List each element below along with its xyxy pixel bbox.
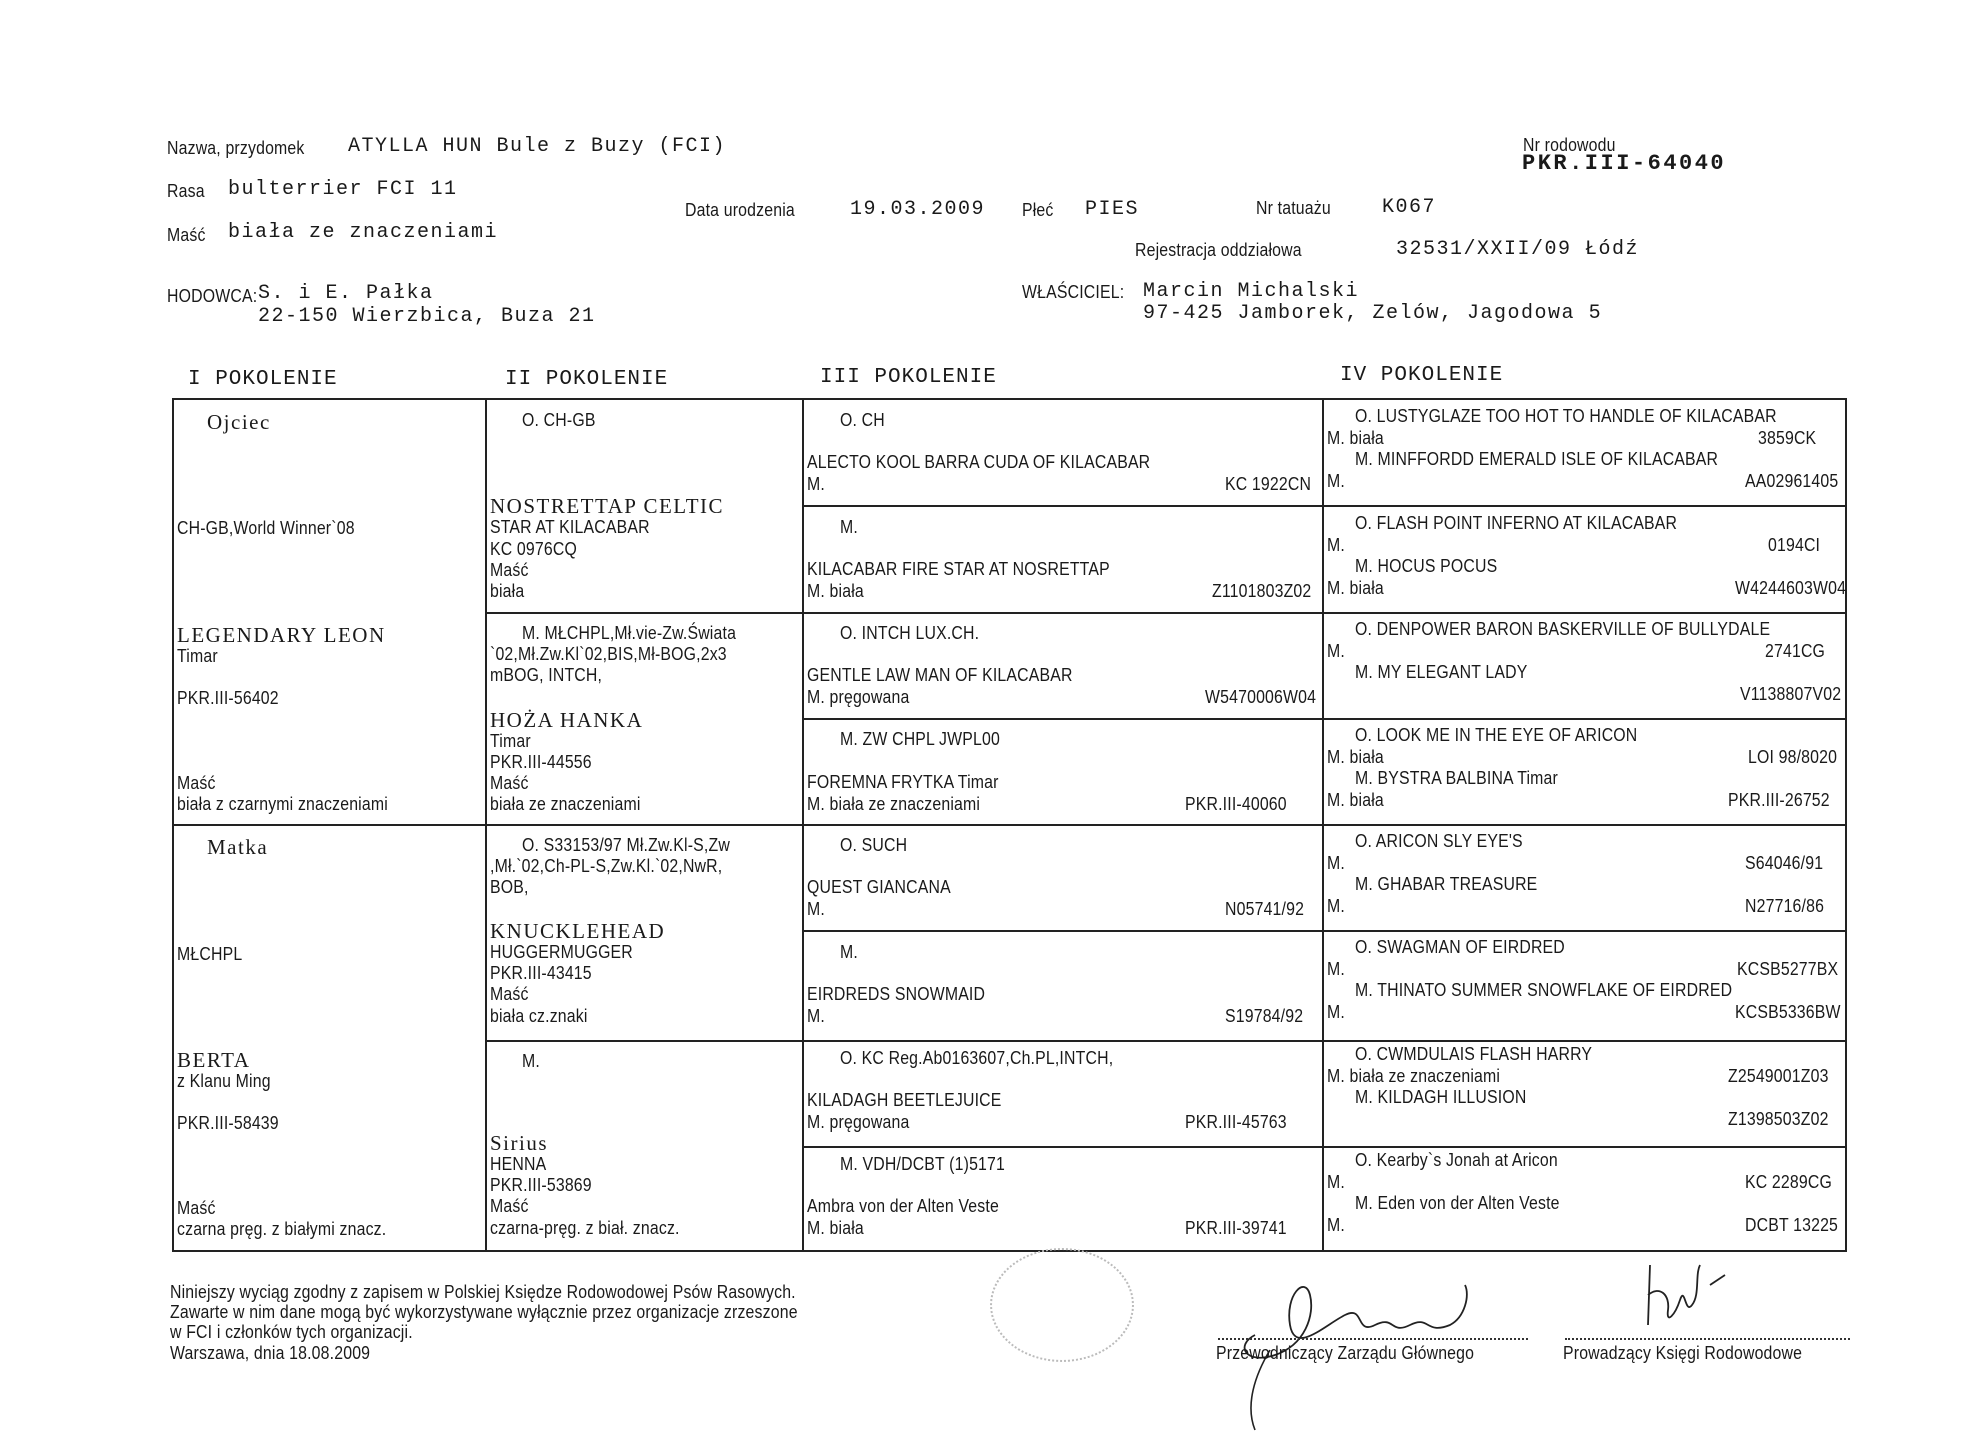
gen2-title: mBOG, INTCH, [490, 665, 603, 685]
gen4-dam-reg: KCSB5336BW [1735, 1002, 1841, 1022]
gen4-dam: M. Eden von der Alten Veste [1355, 1193, 1560, 1213]
gen4-sire-color: M. [1327, 959, 1345, 979]
gen3-sex-color: M. biała [807, 1218, 864, 1238]
gen4-dam: M. GHABAR TREASURE [1355, 874, 1538, 894]
gen4-dam-color: M. biała [1327, 790, 1384, 810]
gen4-dam-reg: PKR.III-26752 [1728, 790, 1830, 810]
sire-title: CH-GB,World Winner`08 [177, 518, 355, 538]
gen3-title: M. [840, 942, 858, 962]
gen3-name: ALECTO KOOL BARRA CUDA OF KILACABAR [807, 452, 1151, 472]
gen4-sire-reg: Z2549001Z03 [1728, 1066, 1829, 1086]
gen2-title: ,Mł.`02,Ch-PL-S,Zw.Kl.`02,NwR, [490, 856, 723, 876]
dog-name: ATYLLA HUN Bule z Buzy (FCI) [348, 135, 727, 158]
gen4-sire-reg: 0194CI [1768, 535, 1821, 555]
row-divider [485, 612, 803, 614]
row-divider [485, 1040, 803, 1042]
gen4-sire-reg: KC 2289CG [1745, 1172, 1832, 1192]
gen3-title: O. INTCH LUX.CH. [840, 623, 980, 643]
gen3-reg: S19784/92 [1225, 1006, 1304, 1026]
row-divider [802, 612, 1847, 614]
gen3-reg: PKR.III-45763 [1185, 1112, 1287, 1132]
reg-value: 32531/XXII/09 Łódź [1396, 238, 1640, 261]
gen3-sex-color: M. [807, 1006, 825, 1026]
gen2-title: O. S33153/97 Mł.Zw.Kl-S,Zw [522, 835, 730, 855]
signature-line [1218, 1338, 1528, 1340]
gen4-dam-reg: AA02961405 [1745, 471, 1839, 491]
breed-label: Rasa [167, 181, 205, 201]
gen4-dam: M. MY ELEGANT LADY [1355, 662, 1528, 682]
owner-address: 97-425 Jamborek, Zelów, Jagodowa 5 [1143, 302, 1603, 325]
gen2-title: O. CH-GB [522, 410, 596, 430]
gen2-color-label: Maść [490, 1196, 529, 1216]
gen2-line: HUGGERMUGGER [490, 942, 633, 962]
gen4-dam: M. MINFFORDD EMERALD ISLE OF KILACABAR [1355, 449, 1719, 469]
generation-1-header: I POKOLENIE [188, 368, 338, 391]
gen2-reg: PKR.III-53869 [490, 1175, 592, 1195]
gen2-color: biała [490, 581, 525, 601]
gen4-dam-color: M. [1327, 1215, 1345, 1235]
gen4-dam-color: M. [1327, 471, 1345, 491]
gen2-line: STAR AT KILACABAR [490, 517, 650, 537]
color-value: biała ze znaczeniami [228, 221, 499, 244]
dam-reg: PKR.III-58439 [177, 1113, 279, 1133]
sire-role: Ojciec [207, 410, 271, 434]
signature-line [1565, 1338, 1850, 1340]
gen3-reg: N05741/92 [1225, 899, 1305, 919]
gen3-name: GENTLE LAW MAN OF KILACABAR [807, 665, 1073, 685]
dam-color: czarna pręg. z białymi znacz. [177, 1219, 387, 1239]
sex-label: Płeć [1022, 200, 1054, 220]
gen2-reg: PKR.III-44556 [490, 752, 592, 772]
sire-color-label: Maść [177, 773, 216, 793]
owner-label: WŁAŚCICIEL: [1022, 282, 1125, 302]
breeder-name: S. i E. Pałka [258, 282, 434, 305]
sire-name: LEGENDARY LEON [177, 623, 386, 647]
dam-title: MŁCHPL [177, 944, 243, 964]
gen3-sex-color: M. biała [807, 581, 864, 601]
gen4-dam: M. THINATO SUMMER SNOWFLAKE OF EIRDRED [1355, 980, 1733, 1000]
generation-3-header: III POKOLENIE [820, 366, 997, 389]
gen4-sire-reg: 3859CK [1758, 428, 1817, 448]
gen3-reg: Z1101803Z02 [1212, 581, 1312, 601]
gen3-reg: KC 1922CN [1225, 474, 1312, 494]
gen3-name: FOREMNA FRYTKA Timar [807, 772, 999, 792]
gen4-sire: O. LUSTYGLAZE TOO HOT TO HANDLE OF KILACABAR [1355, 406, 1777, 426]
gen4-sire-color: M. [1327, 535, 1345, 555]
gen2-color-label: Maść [490, 560, 529, 580]
gen4-dam-reg: DCBT 13225 [1745, 1215, 1839, 1235]
gen4-sire: O. ARICON SLY EYE'S [1355, 831, 1523, 851]
dam-kennel: z Klanu Ming [177, 1071, 271, 1091]
gen4-sire: O. SWAGMAN OF EIRDRED [1355, 937, 1565, 957]
sire-kennel: Timar [177, 646, 218, 666]
gen4-sire-color: M. [1327, 641, 1345, 661]
gen4-sire-color: M. biała [1327, 428, 1384, 448]
generation-2-header: II POKOLENIE [505, 368, 669, 391]
gen4-dam-color: M. [1327, 1002, 1345, 1022]
gen3-name: KILADAGH BEETLEJUICE [807, 1090, 1002, 1110]
row-divider [802, 1146, 1847, 1148]
gen4-sire: O. CWMDULAIS FLASH HARRY [1355, 1044, 1593, 1064]
gen2-color: czarna-pręg. z biał. znacz. [490, 1218, 680, 1238]
gen4-sire: O. Kearby`s Jonah at Aricon [1355, 1150, 1558, 1170]
gen3-title: O. KC Reg.Ab0163607,Ch.PL,INTCH, [840, 1048, 1114, 1068]
registrar-signature [1630, 1255, 1740, 1345]
gen4-dam-reg: V1138807V02 [1740, 684, 1842, 704]
gen2-name: Sirius [490, 1131, 549, 1155]
gen2-name: HOŻA HANKA [490, 708, 644, 732]
footer-line-1: Niniejszy wyciąg zgodny z zapisem w Polskiej Księdze Rodowodowej Psów Rasowych. [170, 1282, 796, 1302]
row-divider [802, 718, 1847, 720]
footer-line-2: Zawarte w nim dane mogą być wykorzystywane wyłącznie przez organizacje zrzeszone [170, 1302, 798, 1322]
gen2-reg: PKR.III-43415 [490, 963, 592, 983]
gen4-dam-reg: N27716/86 [1745, 896, 1825, 916]
pedigree-number: PKR.III-64040 [1522, 151, 1727, 176]
gen3-name: EIRDREDS SNOWMAID [807, 984, 986, 1004]
sire-color: biała z czarnymi znaczeniami [177, 794, 388, 814]
color-label: Maść [167, 225, 206, 245]
gen3-title: M. ZW CHPL JWPL00 [840, 729, 1000, 749]
gen4-sire-reg: LOI 98/8020 [1748, 747, 1838, 767]
generation-4-header: IV POKOLENIE [1340, 364, 1504, 387]
gen2-line: Timar [490, 731, 531, 751]
gen3-reg: PKR.III-39741 [1185, 1218, 1287, 1238]
gen3-reg: W5470006W04 [1205, 687, 1317, 707]
gen4-dam-color: M. biała [1327, 578, 1384, 598]
footer-line-3: w FCI i członków tych organizacji. [170, 1322, 413, 1342]
gen4-sire-color: M. [1327, 853, 1345, 873]
gen4-dam: M. BYSTRA BALBINA Timar [1355, 768, 1558, 788]
gen2-title: M. [522, 1051, 540, 1071]
tattoo-label: Nr tatuażu [1256, 198, 1331, 218]
breeder-address: 22-150 Wierzbica, Buza 21 [258, 305, 596, 328]
gen2-color: biała ze znaczeniami [490, 794, 641, 814]
chairman-caption: Przewodniczący Zarządu Głównego [1216, 1343, 1475, 1363]
row-divider [802, 505, 1847, 507]
gen2-title: BOB, [490, 877, 529, 897]
official-stamp [990, 1248, 1134, 1362]
gen3-sex-color: M. pręgowana [807, 1112, 910, 1132]
tattoo-value: K067 [1382, 196, 1437, 219]
gen2-line: HENNA [490, 1154, 547, 1174]
gen4-dam: M. KILDAGH ILLUSION [1355, 1087, 1527, 1107]
gen4-dam-reg: W4244603W04 [1735, 578, 1847, 598]
gen3-name: QUEST GIANCANA [807, 877, 951, 897]
pedigree-label: Nr rodowodu [1523, 135, 1616, 155]
gen2-color-label: Maść [490, 773, 529, 793]
gen4-dam-color: M. [1327, 896, 1345, 916]
gen3-title: M. [840, 517, 858, 537]
gen2-color-label: Maść [490, 984, 529, 1004]
gen3-title: M. VDH/DCBT (1)5171 [840, 1154, 1006, 1174]
gen2-color: biała cz.znaki [490, 1006, 588, 1026]
gen2-reg: KC 0976CQ [490, 539, 577, 559]
dam-role: Matka [207, 835, 269, 859]
breeder-label: HODOWCA: [167, 286, 258, 306]
gen2-title: `02,Mł.Zw.Kl`02,BIS,Mł-BOG,2x3 [490, 644, 727, 664]
gen3-reg: PKR.III-40060 [1185, 794, 1287, 814]
row-divider [802, 930, 1847, 932]
gen2-title: M. MŁCHPL,Mł.vie-Zw.Świata [522, 623, 737, 643]
gen4-sire-reg: 2741CG [1765, 641, 1826, 661]
birth-value: 19.03.2009 [850, 198, 986, 221]
gen3-name: Ambra von der Alten Veste [807, 1196, 999, 1216]
owner-name: Marcin Michalski [1143, 280, 1360, 303]
gen4-sire-reg: S64046/91 [1745, 853, 1824, 873]
gen4-sire-color: M. biała ze znaczeniami [1327, 1066, 1501, 1086]
gen3-title: O. SUCH [840, 835, 908, 855]
gen4-sire: O. LOOK ME IN THE EYE OF ARICON [1355, 725, 1638, 745]
gen4-sire-color: M. biała [1327, 747, 1384, 767]
footer-date: Warszawa, dnia 18.08.2009 [170, 1343, 371, 1363]
gen3-title: O. CH [840, 410, 885, 430]
gen4-sire-reg: KCSB5277BX [1737, 959, 1839, 979]
row-divider [485, 824, 803, 826]
row-divider [172, 824, 486, 826]
name-label: Nazwa, przydomek [167, 138, 305, 158]
gen4-sire-color: M. [1327, 1172, 1345, 1192]
sex-value: PIES [1085, 198, 1140, 221]
gen3-sex-color: M. biała ze znaczeniami [807, 794, 981, 814]
registrar-caption: Prowadzący Księgi Rodowodowe [1563, 1343, 1803, 1363]
gen3-name: KILACABAR FIRE STAR AT NOSRETTAP [807, 559, 1110, 579]
gen4-dam-reg: Z1398503Z02 [1728, 1109, 1829, 1129]
gen3-sex-color: M. [807, 899, 825, 919]
breed-value: bulterrier FCI 11 [228, 178, 458, 201]
gen2-name: NOSTRETTAP CELTIC [490, 494, 725, 518]
reg-label: Rejestracja oddziałowa [1135, 240, 1302, 260]
gen4-dam: M. HOCUS POCUS [1355, 556, 1498, 576]
row-divider [802, 824, 1847, 826]
gen4-sire: O. DENPOWER BARON BASKERVILLE OF BULLYDALE [1355, 619, 1771, 639]
gen3-sex-color: M. pręgowana [807, 687, 910, 707]
dam-color-label: Maść [177, 1198, 216, 1218]
gen2-name: KNUCKLEHEAD [490, 919, 666, 943]
birth-label: Data urodzenia [685, 200, 795, 220]
dam-name: BERTA [177, 1048, 251, 1072]
gen3-sex-color: M. [807, 474, 825, 494]
row-divider [802, 1040, 1847, 1042]
sire-reg: PKR.III-56402 [177, 688, 279, 708]
gen4-sire: O. FLASH POINT INFERNO AT KILACABAR [1355, 513, 1678, 533]
